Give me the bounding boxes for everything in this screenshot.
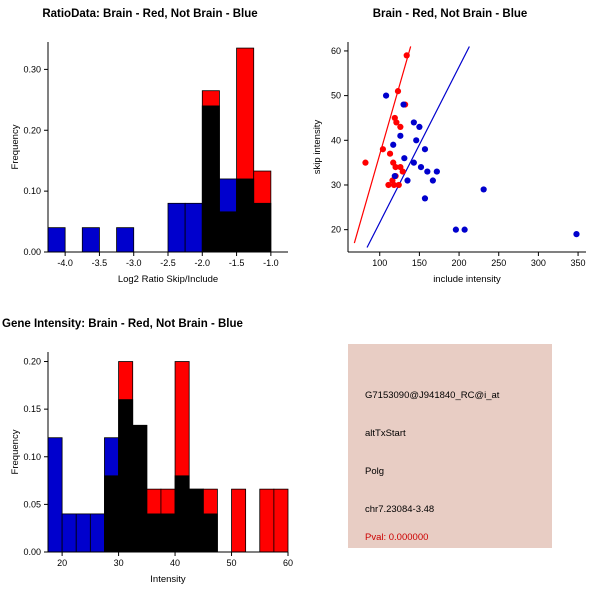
x-tick-label: -3.5 <box>91 258 108 268</box>
x-axis-label: Log2 Ratio Skip/Include <box>117 274 219 285</box>
hist-bar <box>254 171 271 252</box>
hist-bar <box>117 228 134 252</box>
y-tick-label: 0.30 <box>23 64 41 75</box>
hist-bar <box>48 438 62 552</box>
x-tick-label: 300 <box>530 258 546 268</box>
x-tick-label: 250 <box>491 258 507 268</box>
x-tick-label: -2.0 <box>194 258 211 268</box>
hist-bar <box>189 489 203 552</box>
scatter-point <box>385 182 391 188</box>
svg-ratio-group <box>10 42 288 285</box>
hist-bar <box>237 48 254 252</box>
y-tick-label: 0.10 <box>23 451 41 462</box>
scatter-point <box>404 52 410 58</box>
hist-bar <box>82 228 99 252</box>
scatter-point <box>573 231 579 237</box>
x-tick-label: 100 <box>372 258 388 268</box>
scatter-point <box>390 142 396 148</box>
hist-bar <box>185 203 202 252</box>
y-tick-label: 0.15 <box>23 404 41 415</box>
scatter-point <box>422 195 428 201</box>
scatter-plot <box>300 0 600 300</box>
scatter-point <box>400 101 406 107</box>
hist-bar <box>175 362 189 552</box>
x-tick-label: -2.5 <box>160 258 176 268</box>
x-axis-label: Intensity <box>150 574 186 585</box>
x-tick-label: -3.0 <box>125 258 142 268</box>
x-tick-label: -1.5 <box>228 258 245 268</box>
hist-bar <box>219 212 236 252</box>
y-axis-label: Frequency <box>10 124 21 170</box>
x-tick-label: 60 <box>282 558 294 568</box>
info-locus: chr7.23084-3.48 <box>365 504 435 515</box>
intensity-histogram-plot <box>0 300 300 600</box>
scatter-point <box>380 146 386 152</box>
scatter-point <box>397 133 403 139</box>
scatter-point <box>362 160 368 166</box>
y-axis-label: skip intensity <box>312 119 323 175</box>
panel-intensity-histogram <box>0 300 300 600</box>
x-tick-label: -4.0 <box>57 258 73 268</box>
y-tick-label: 60 <box>330 45 341 56</box>
y-tick-label: 0.20 <box>23 356 41 367</box>
info-probe-id: G7153090@J941840_RC@i_at <box>365 390 500 401</box>
scatter-point <box>481 186 487 192</box>
x-tick-label: 50 <box>226 558 237 568</box>
y-tick-label: 20 <box>330 224 341 235</box>
x-tick-label: 350 <box>570 258 586 268</box>
scatter-point <box>413 137 419 143</box>
scatter-point <box>430 177 436 183</box>
scatter-point <box>418 164 424 170</box>
hist-bars-brain---red <box>104 362 288 552</box>
scatter-point <box>396 182 402 188</box>
y-tick-label: 0.00 <box>23 247 41 257</box>
y-tick-label: 50 <box>330 90 341 101</box>
y-tick-label: 30 <box>330 179 341 190</box>
scatter-point <box>411 119 417 125</box>
scatter-point <box>395 88 401 94</box>
y-tick-label: 0.05 <box>23 499 41 510</box>
x-tick-label: 200 <box>451 258 467 268</box>
hist-bar <box>232 489 246 552</box>
hist-bar <box>202 91 219 252</box>
scatter-point <box>434 168 440 174</box>
info-event-type: altTxStart <box>365 428 406 439</box>
fit-line-brain-fit <box>354 46 410 243</box>
x-tick-label: 30 <box>113 558 124 568</box>
scatter-point <box>383 93 389 99</box>
info-gene-symbol: Polg <box>365 466 385 477</box>
y-tick-label: 0.20 <box>23 125 41 136</box>
x-axis-label: include intensity <box>433 274 501 285</box>
hist-bar <box>168 203 185 252</box>
scatter-point <box>424 168 430 174</box>
hist-bar <box>76 514 90 552</box>
scatter-point <box>390 160 396 166</box>
scatter-group <box>312 42 586 285</box>
scatter-point <box>392 173 398 179</box>
x-tick-label: 20 <box>57 558 68 568</box>
scatter-point <box>462 227 468 233</box>
scatter-point <box>387 151 393 157</box>
hist-bars-brain---red <box>202 48 271 252</box>
info-pval: Pval: 0.000000 <box>365 532 429 543</box>
hist-bar <box>203 489 217 552</box>
x-tick-label: 150 <box>411 258 427 268</box>
x-tick-label: -1.0 <box>263 258 279 268</box>
hist-bar <box>161 489 175 552</box>
scatter-point <box>400 168 406 174</box>
scatter-point <box>411 160 417 166</box>
panel-intensity-title: Gene Intensity: Brain - Red, Not Brain - Blue <box>2 318 243 330</box>
hist-bar <box>90 514 104 552</box>
panel-scatter <box>300 0 600 300</box>
hist-bar <box>119 362 133 552</box>
hist-bar <box>62 514 76 552</box>
scatter-point <box>422 146 428 152</box>
hist-bar <box>104 476 118 552</box>
panel-ratio-histogram <box>0 0 300 300</box>
hist-bar <box>274 489 288 552</box>
panel-ratio-title: RatioData: Brain - Red, Not Brain - Blue <box>42 8 258 20</box>
y-tick-label: 0.10 <box>23 186 41 197</box>
hist-bar <box>147 489 161 552</box>
panel-info-box <box>348 344 552 548</box>
scatter-point <box>453 227 459 233</box>
scatter-point <box>404 177 410 183</box>
ratio-histogram-plot <box>0 0 300 300</box>
svg-intensity-group <box>10 352 293 585</box>
scatter-point <box>416 124 422 130</box>
hist-bar <box>260 489 274 552</box>
y-axis-label: Frequency <box>10 429 21 475</box>
y-tick-label: 0.00 <box>23 547 41 557</box>
y-tick-label: 40 <box>330 135 341 146</box>
scatter-point <box>397 124 403 130</box>
x-tick-label: 40 <box>170 558 181 568</box>
panel-scatter-title: Brain - Red, Not Brain - Blue <box>372 8 528 20</box>
hist-bar <box>48 228 65 252</box>
hist-bar <box>133 425 147 552</box>
scatter-inner <box>354 46 579 247</box>
scatter-point <box>401 155 407 161</box>
